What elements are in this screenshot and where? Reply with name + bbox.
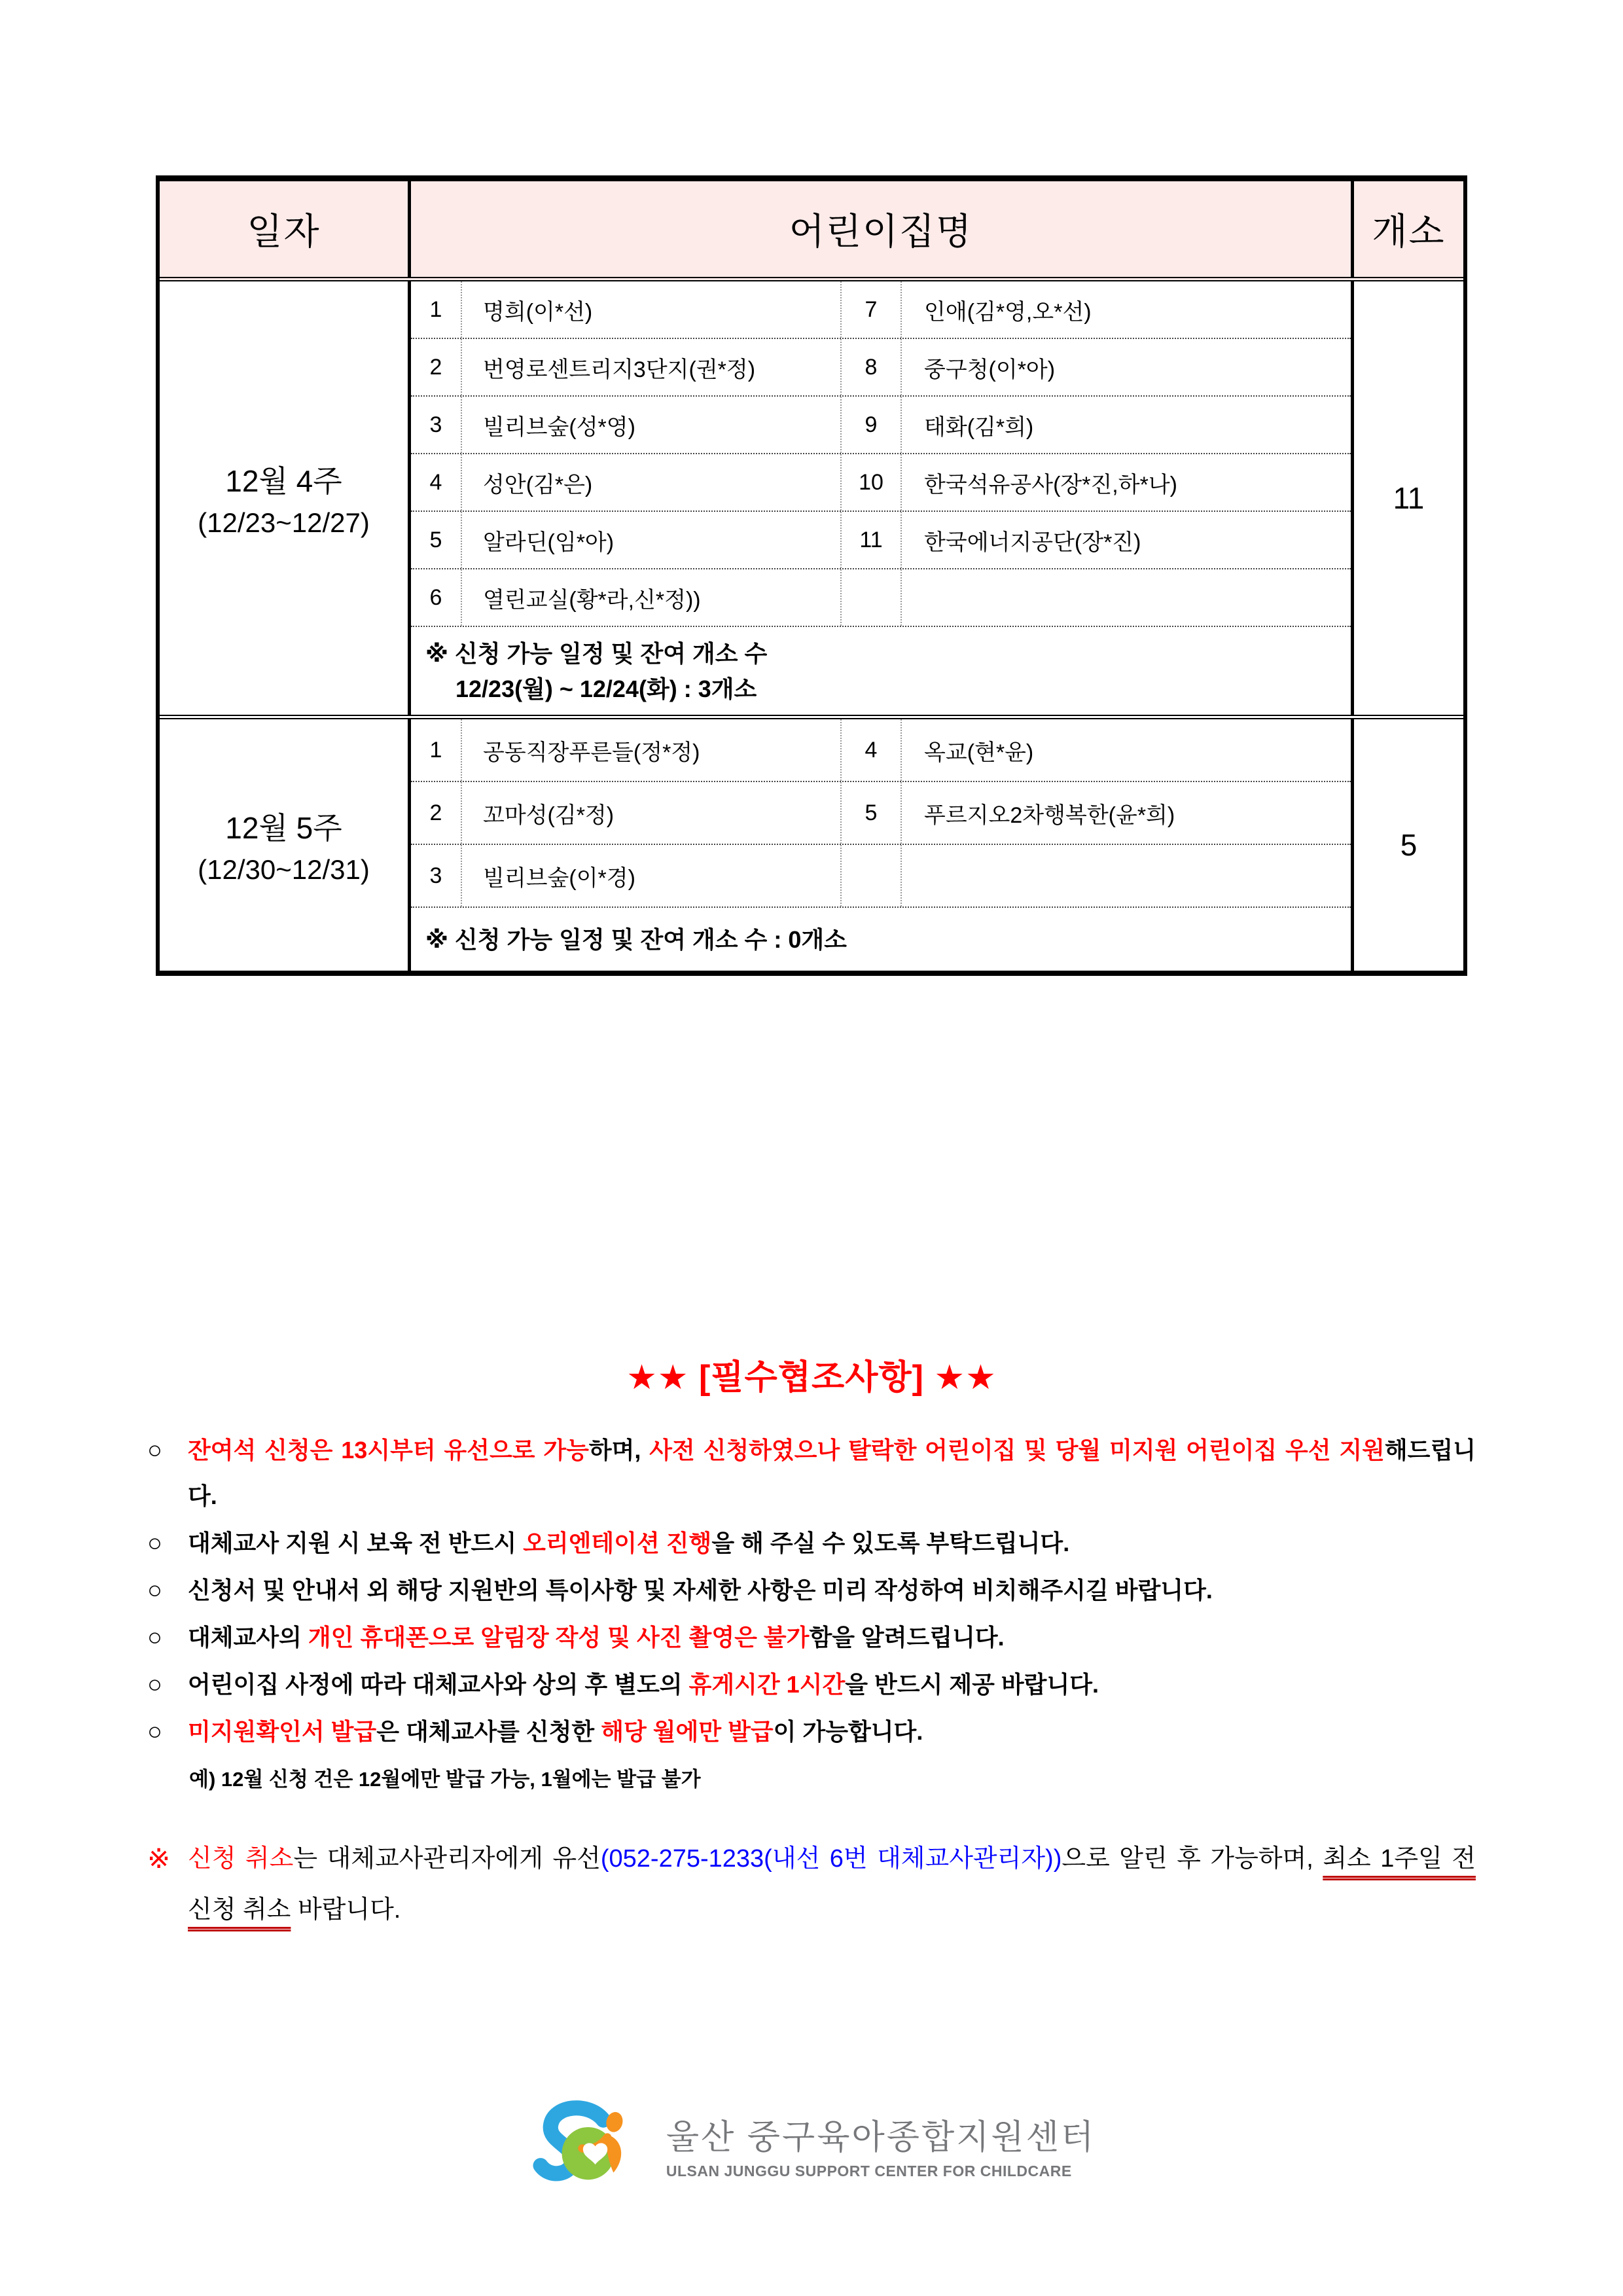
text-segment: 을 반드시 제공 바랍니다. [845, 1671, 1099, 1698]
item-name: 중구청(이*아) [924, 357, 1056, 382]
item-name: 푸르지오2차행복한(윤*희) [924, 802, 1175, 828]
item-name: 알라딘(임*아) [462, 512, 842, 568]
item-number: 9 [842, 397, 902, 453]
item-name: 공동직장푸른들(정*정) [462, 719, 842, 781]
item-name [902, 569, 1351, 626]
bullet-circle-icon: ○ [147, 1718, 162, 1746]
cancel-note-text [188, 1833, 1476, 1935]
text-segment: 잔여석 신청은 13시부터 유선으로 가능 [188, 1437, 589, 1463]
header-name: 어린이집명 [789, 211, 973, 252]
item-number: 4 [411, 454, 462, 511]
count-cell: 11 [1351, 281, 1463, 715]
item-number: 5 [411, 512, 462, 568]
bullet-circle-icon: ○ [147, 1577, 162, 1604]
item-number: 2 [411, 339, 462, 395]
item-name: 열린교실(황*라,신*정)) [462, 569, 842, 626]
center-logo-icon [527, 2100, 639, 2190]
date-cell [160, 719, 411, 971]
item-name: 태화(김*희) [924, 414, 1034, 440]
notice-bullet [147, 1427, 1476, 1519]
footer [0, 2100, 1623, 2190]
reference-mark-icon: ※ [147, 1843, 171, 1874]
item-number: 2 [411, 782, 462, 844]
text-segment: 이 가능합니다. [773, 1718, 923, 1745]
item-number: 1 [411, 281, 462, 338]
table-row [411, 454, 1351, 512]
text-segment: 함을 알려드립니다. [809, 1624, 1005, 1651]
header-date: 일자 [160, 181, 411, 277]
bullet-circle-icon: ○ [147, 1671, 162, 1698]
text-segment: 대체교사의 [188, 1624, 308, 1651]
item-number: 7 [842, 281, 902, 338]
note-line: ※ 신청 가능 일정 및 잔여 개소 수 : 0개소 [425, 926, 847, 953]
item-name: 한국에너지공단(장*진) [924, 529, 1141, 555]
text-segment: 사전 신청하였으나 탈락한 어린이집 및 당월 미지원 어린이집 우선 지원 [649, 1437, 1385, 1463]
item-name: 성안(김*은) [462, 454, 842, 511]
bullet-text [188, 1662, 1476, 1708]
text-segment: 는 대체교사관리자에게 유선 [293, 1845, 601, 1873]
schedule-table [156, 175, 1467, 976]
item-name [902, 845, 1351, 906]
bullet-text [188, 1568, 1476, 1613]
bullet-circle-icon: ○ [147, 1530, 162, 1557]
text-segment: 하며, [588, 1437, 650, 1463]
notice-section [147, 1350, 1476, 1935]
item-number: 4 [842, 719, 902, 781]
item-name: 꼬마성(김*정) [462, 782, 842, 844]
item-number: 3 [411, 845, 462, 906]
center-name-english: ULSAN JUNGGU SUPPORT CENTER FOR CHILDCARE [666, 2162, 1072, 2179]
text-segment: 으로 알린 후 가능하며, [1061, 1845, 1323, 1873]
table-body [160, 281, 1463, 971]
date-cell [160, 281, 411, 715]
notice-bullet [147, 1662, 1476, 1708]
note-line: ※ 신청 가능 일정 및 잔여 개소 수 [425, 640, 768, 667]
item-name: 명희(이*선) [462, 281, 842, 338]
bullet-circle-icon: ○ [147, 1437, 162, 1464]
text-segment: 최소 1주일 전 신청 취소 [188, 1845, 1476, 1924]
table-row [411, 281, 1351, 339]
text-segment: 미지원확인서 발급 [188, 1718, 377, 1745]
text-segment: 해당 월에만 발급 [601, 1718, 774, 1745]
week-label: 12월 4주 [225, 464, 342, 498]
table-row [411, 512, 1351, 569]
table-row [411, 782, 1351, 845]
table-row [411, 845, 1351, 908]
item-name: 빌리브숲(이*경) [462, 845, 842, 906]
text-segment: 오리엔테이션 진행 [523, 1530, 712, 1556]
item-name: 번영로센트리지3단지(권*정) [462, 339, 842, 395]
item-number: 1 [411, 719, 462, 781]
bullet-text [188, 1709, 1476, 1755]
notice-bullet-list [147, 1427, 1476, 1755]
bullet-text [188, 1427, 1476, 1519]
item-number [842, 569, 902, 626]
week-range: (12/23~12/27) [198, 507, 370, 538]
item-name: 인애(김*영,오*선) [924, 299, 1092, 325]
text-segment: 어린이집 사정에 따라 대체교사와 상의 후 별도의 [188, 1671, 689, 1698]
table-row [411, 397, 1351, 454]
week-label: 12월 5주 [225, 811, 342, 845]
text-segment: 신청서 및 안내서 외 해당 지원반의 특이사항 및 자세한 사항은 미리 작성하여 비치해주시길 바랍니다. [188, 1577, 1213, 1604]
table-row [411, 339, 1351, 397]
item-number [842, 845, 902, 906]
text-segment: 을 해 주실 수 있도록 부탁드립니다. [711, 1530, 1070, 1556]
text-segment: 대체교사 지원 시 보육 전 반드시 [188, 1530, 524, 1556]
table-row [411, 569, 1351, 627]
item-name: 옥교(현*윤) [924, 740, 1034, 765]
section-rows [411, 719, 1351, 971]
text-segment: 바랍니다. [291, 1896, 401, 1924]
section-note [411, 627, 1351, 715]
section-rows [411, 281, 1351, 715]
bullet-text [188, 1615, 1476, 1660]
notice-title: ★★ [필수협조사항] ★★ [626, 1359, 997, 1397]
text-segment: 신청 취소 [188, 1845, 294, 1873]
table-section [160, 715, 1463, 971]
bullet-text [188, 1520, 1476, 1566]
cancel-note [147, 1833, 1476, 1935]
center-name-korean: 울산 중구육아종합지원센터 [666, 2119, 1096, 2157]
table-row [411, 719, 1351, 782]
section-note [411, 908, 1351, 971]
item-number: 6 [411, 569, 462, 626]
notice-bullet [147, 1709, 1476, 1755]
count-cell: 5 [1351, 719, 1463, 971]
item-number: 3 [411, 397, 462, 453]
header-count: 개소 [1351, 181, 1463, 277]
text-segment: 휴게시간 1시간 [688, 1671, 846, 1698]
text-segment: 은 대체교사를 신청한 [376, 1718, 601, 1745]
table-header-row [160, 181, 1463, 281]
item-name: 빌리브숲(성*영) [462, 397, 842, 453]
item-number: 11 [842, 512, 902, 568]
item-number: 5 [842, 782, 902, 844]
item-number: 8 [842, 339, 902, 395]
text-segment: 해드립니다. [188, 1437, 1476, 1509]
item-number: 10 [842, 454, 902, 511]
table-section [160, 281, 1463, 715]
example-line: 예) 12월 신청 건은 12월에만 발급 가능, 1월에는 발급 불가 [189, 1768, 701, 1791]
notice-bullet [147, 1568, 1476, 1613]
text-segment: (052-275-1233(내선 6번 대체교사관리자)) [600, 1845, 1062, 1873]
note-line: 12/23(월) ~ 12/24(화) : 3개소 [455, 675, 757, 702]
notice-bullet [147, 1520, 1476, 1566]
center-name [666, 2109, 1096, 2180]
text-segment: 개인 휴대폰으로 알림장 작성 및 사진 촬영은 불가 [308, 1624, 810, 1651]
week-range: (12/30~12/31) [198, 854, 370, 885]
item-name: 한국석유공사(장*진,하*나) [924, 472, 1177, 497]
bullet-circle-icon: ○ [147, 1624, 162, 1651]
notice-bullet [147, 1615, 1476, 1660]
